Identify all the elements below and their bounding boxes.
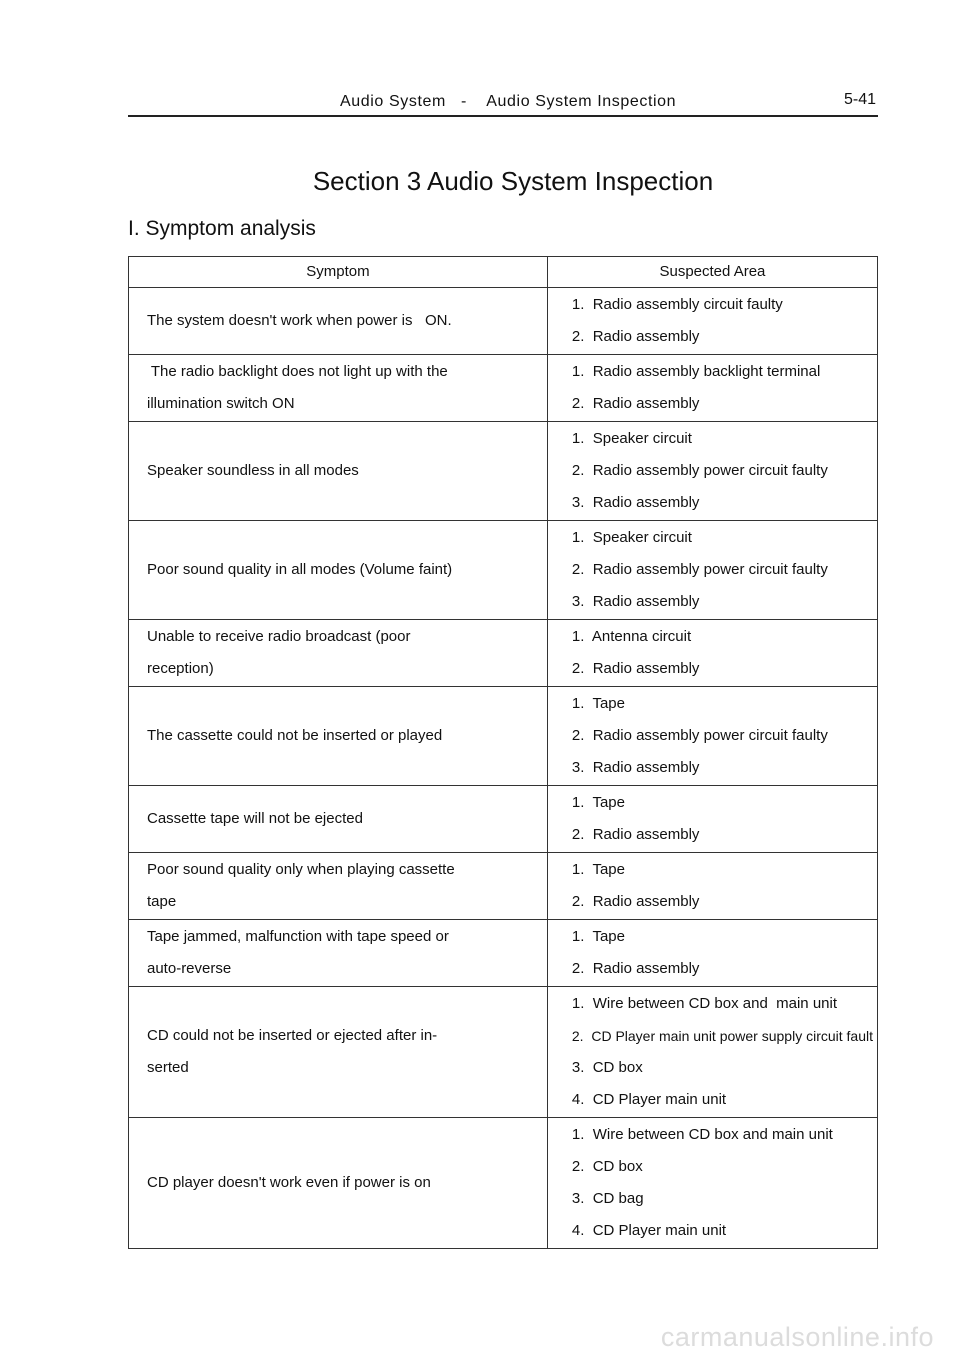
suspected-area-item: 1. Tape xyxy=(571,794,625,811)
symptom-text: reception) xyxy=(147,660,214,677)
suspected-area-item: 4. CD Player main unit xyxy=(571,1091,727,1108)
table-row xyxy=(129,521,878,620)
suspected-area-cell xyxy=(547,987,877,1118)
symptom-cell xyxy=(129,422,548,521)
suspected-area-cell xyxy=(547,786,877,853)
table-row xyxy=(129,355,878,422)
table-body xyxy=(129,288,878,1249)
symptom-text: Speaker soundless in all modes xyxy=(147,462,359,479)
suspected-area-item: 2. Radio assembly power circuit faulty xyxy=(571,727,828,744)
table-row xyxy=(129,987,878,1118)
suspected-area-item: 1. Wire between CD box and main unit xyxy=(571,995,838,1012)
symptom-cell xyxy=(129,1118,548,1249)
suspected-area-item: 2. Radio assembly xyxy=(571,960,700,977)
suspected-area-item: 1. Wire between CD box and main unit xyxy=(571,1126,833,1143)
symptom-text: tape xyxy=(147,893,177,910)
symptom-cell xyxy=(129,355,548,422)
suspected-area-item: 3. CD bag xyxy=(571,1190,644,1207)
suspected-area-item: 2. Radio assembly power circuit faulty xyxy=(571,561,828,578)
suspected-area-cell xyxy=(547,355,877,422)
suspected-area-item: 3. Radio assembly xyxy=(571,494,700,511)
suspected-area-item: 1. Speaker circuit xyxy=(571,529,692,546)
suspected-area-item: 3. Radio assembly xyxy=(571,759,700,776)
symptom-text: The system doesn't work when power is ON. xyxy=(147,312,452,329)
symptom-text: CD player doesn't work even if power is on xyxy=(147,1174,431,1191)
symptom-text: Poor sound quality in all modes (Volume faint) xyxy=(147,561,453,578)
suspected-area-cell xyxy=(547,422,877,521)
subsection-title: I. Symptom analysis xyxy=(128,217,316,240)
section-title: Section 3 Audio System Inspection xyxy=(312,166,714,196)
symptom-text: Poor sound quality only when playing cassette xyxy=(147,861,455,878)
symptom-cell xyxy=(129,987,548,1118)
suspected-area-item: 2. Radio assembly xyxy=(571,660,700,677)
symptom-cell xyxy=(129,687,548,786)
symptom-text: CD could not be inserted or ejected after in- xyxy=(147,1027,438,1044)
suspected-area-cell xyxy=(547,620,877,687)
column-header-suspected-area: Suspected Area xyxy=(547,257,877,288)
symptom-text: auto-reverse xyxy=(147,960,232,977)
symptom-cell xyxy=(129,288,548,355)
symptom-text: The radio backlight does not light up with the xyxy=(147,363,448,380)
symptom-cell xyxy=(129,786,548,853)
symptom-cell xyxy=(129,853,548,920)
suspected-area-item: 1. Tape xyxy=(571,695,625,712)
suspected-area-item: 1. Tape xyxy=(571,861,625,878)
suspected-area-cell xyxy=(547,687,877,786)
suspected-area-item: 2. CD box xyxy=(571,1158,643,1175)
table-row xyxy=(129,786,878,853)
suspected-area-item: 1. Radio assembly backlight terminal xyxy=(571,363,821,380)
suspected-area-item: 3. Radio assembly xyxy=(571,593,700,610)
symptom-text: Unable to receive radio broadcast (poor xyxy=(147,628,411,645)
symptom-text: Cassette tape will not be ejected xyxy=(147,810,363,827)
suspected-area-item: 1. Tape xyxy=(571,928,625,945)
symptom-cell xyxy=(129,920,548,987)
suspected-area-item: 1. Radio assembly circuit faulty xyxy=(571,296,783,313)
table-row xyxy=(129,288,878,355)
running-header xyxy=(128,89,878,117)
table-header-row xyxy=(129,257,878,288)
suspected-area-item: 2. Radio assembly xyxy=(571,826,700,843)
suspected-area-item: 1. Antenna circuit xyxy=(571,628,692,645)
table-row xyxy=(129,1118,878,1249)
symptom-table xyxy=(128,256,878,1249)
suspected-area-item: 1. Speaker circuit xyxy=(571,430,692,447)
suspected-area-cell xyxy=(547,288,877,355)
suspected-area-cell xyxy=(547,853,877,920)
table-row xyxy=(129,920,878,987)
running-title: Audio System - Audio System Inspection xyxy=(340,93,677,110)
table-row xyxy=(129,687,878,786)
suspected-area-item: 3. CD box xyxy=(571,1059,643,1076)
symptom-text: serted xyxy=(147,1059,189,1076)
table-row xyxy=(129,853,878,920)
symptom-text: Tape jammed, malfunction with tape speed or xyxy=(147,928,449,945)
suspected-area-item: 2. Radio assembly xyxy=(571,893,700,910)
symptom-text: illumination switch ON xyxy=(147,395,295,412)
table-row xyxy=(129,620,878,687)
suspected-area-item: 2. CD Player main unit power supply circuit fault xyxy=(571,1028,873,1044)
suspected-area-item: 4. CD Player main unit xyxy=(571,1222,727,1239)
suspected-area-cell xyxy=(547,920,877,987)
suspected-area-item: 2. Radio assembly power circuit faulty xyxy=(571,462,828,479)
suspected-area-cell xyxy=(547,521,877,620)
watermark: carmanualsonline.info xyxy=(660,1322,934,1352)
page-number: 5-41 xyxy=(843,91,876,108)
suspected-area-item: 2. Radio assembly xyxy=(571,328,700,345)
suspected-area-item: 2. Radio assembly xyxy=(571,395,700,412)
symptom-cell xyxy=(129,620,548,687)
suspected-area-cell xyxy=(547,1118,877,1249)
table-row xyxy=(129,422,878,521)
symptom-text: The cassette could not be inserted or played xyxy=(147,727,443,744)
symptom-cell xyxy=(129,521,548,620)
column-header-symptom: Symptom xyxy=(129,257,548,288)
